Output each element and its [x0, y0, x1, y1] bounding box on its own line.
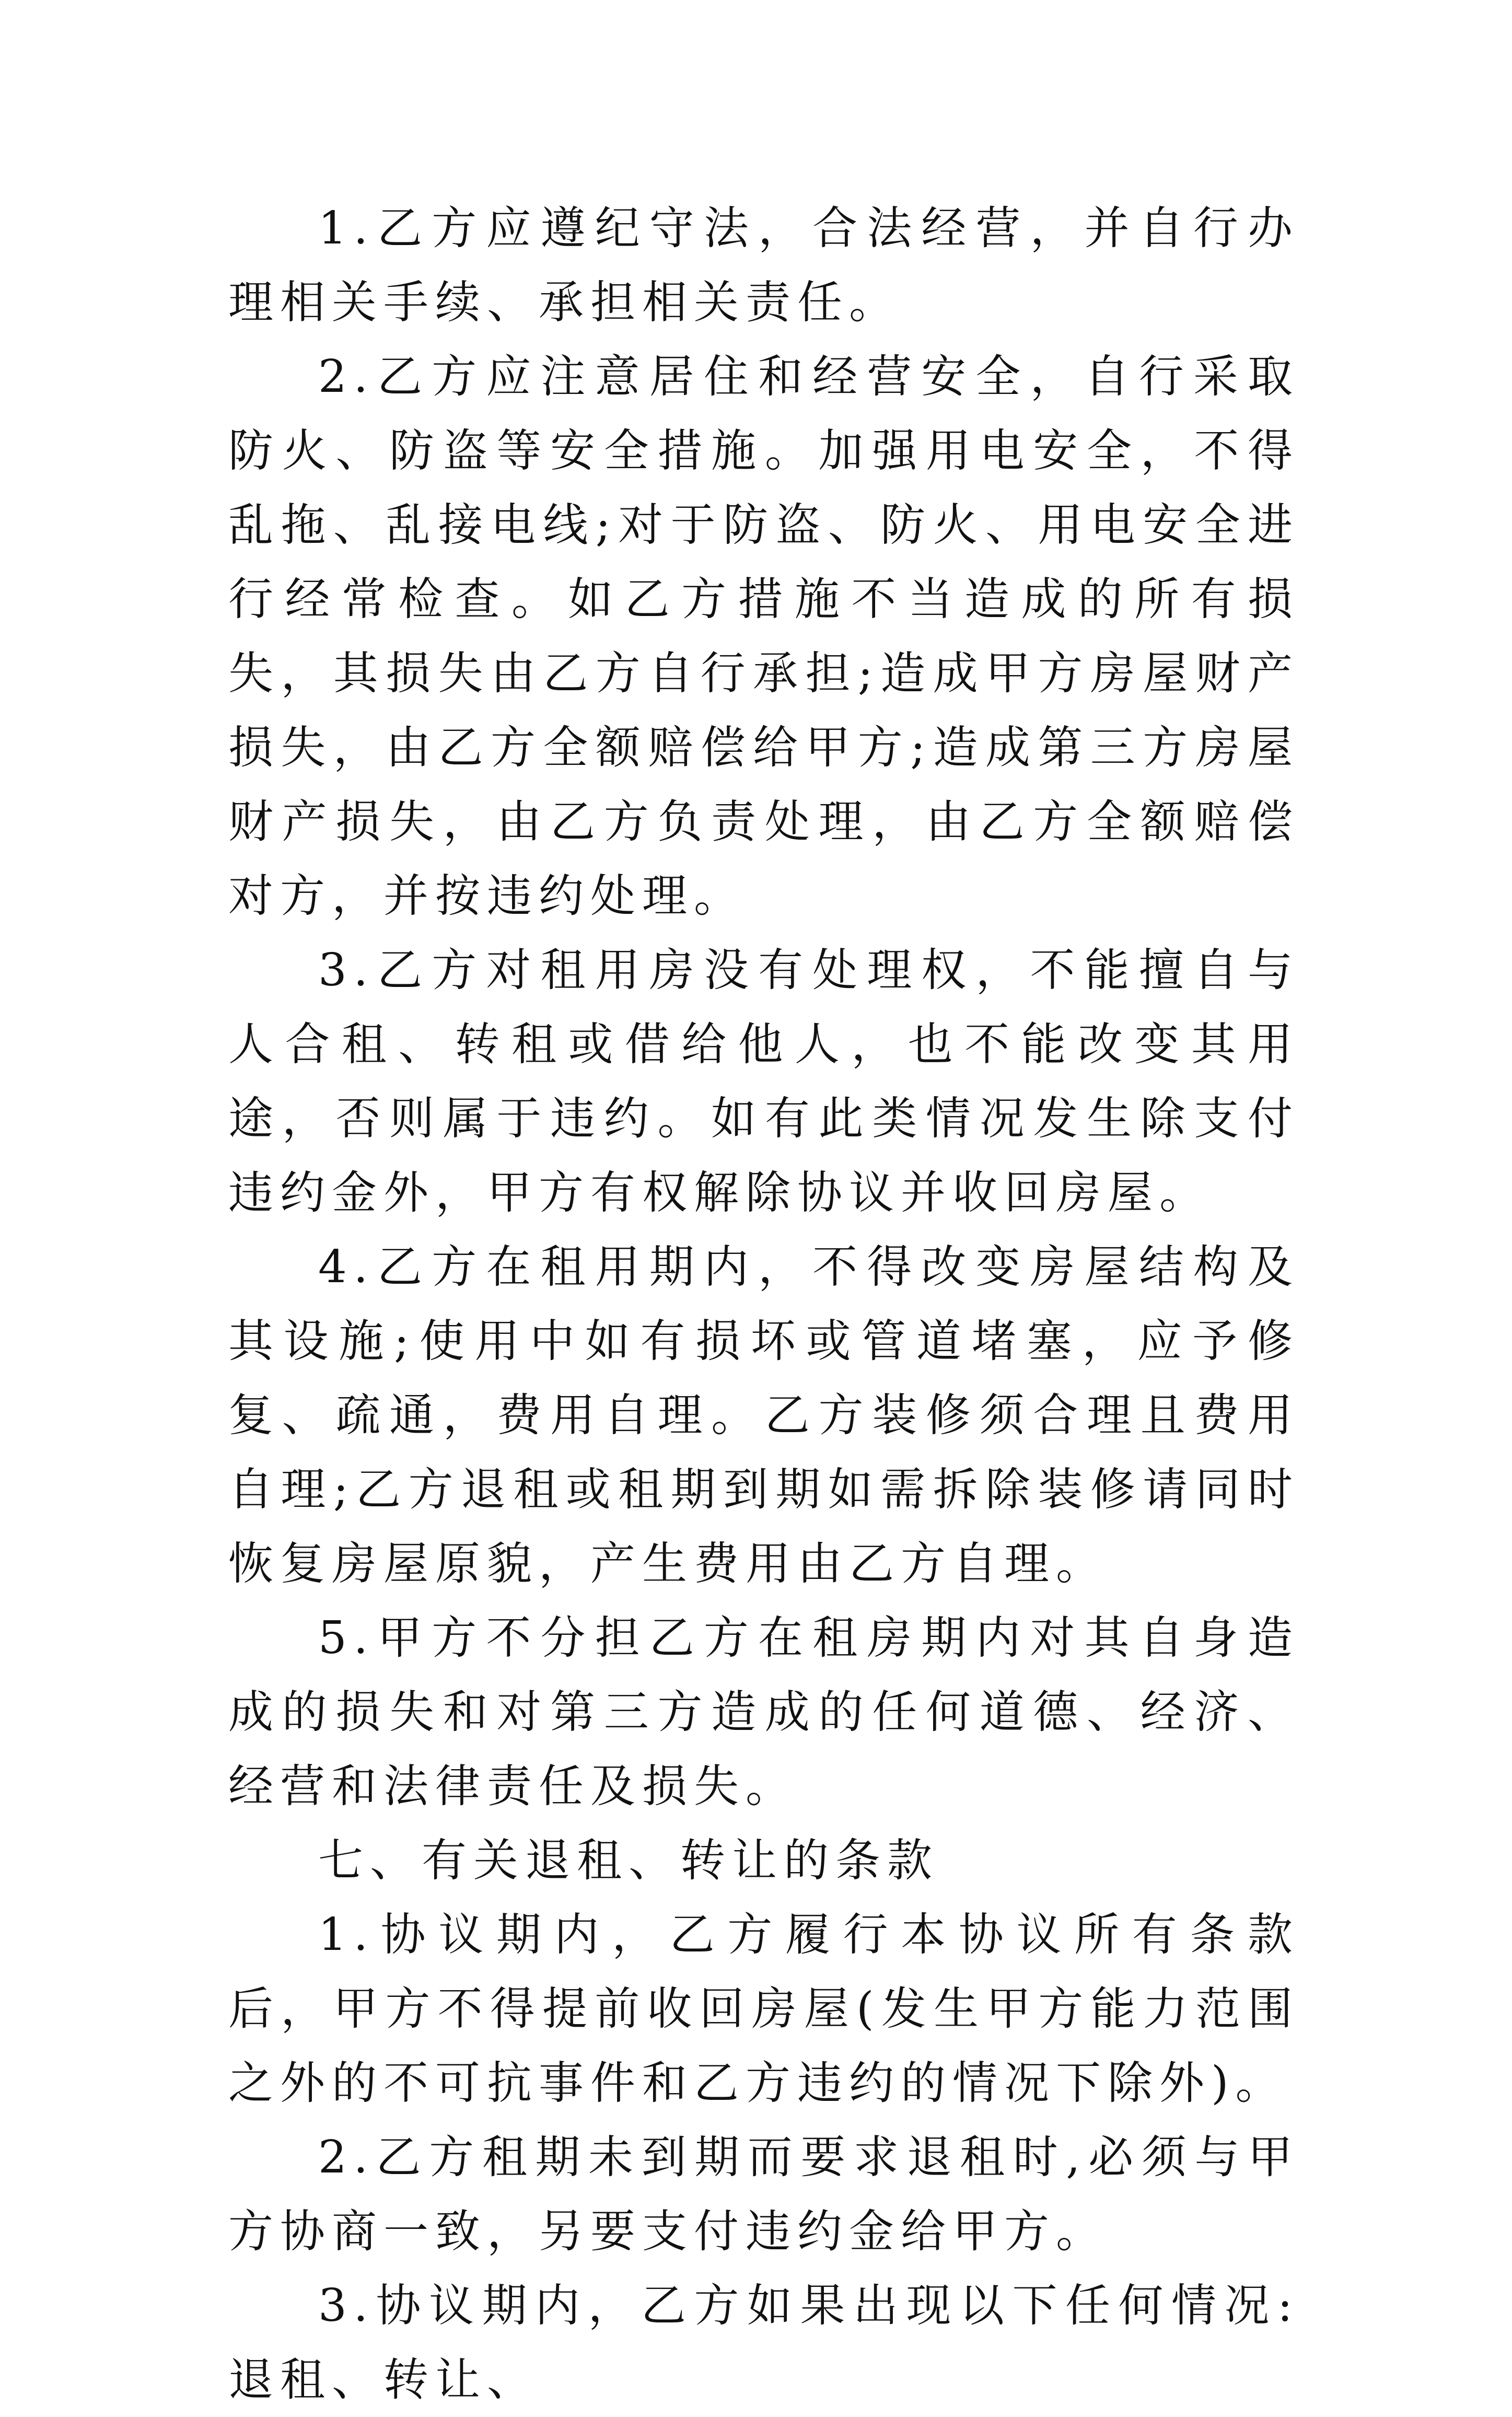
paragraph-5: 5.甲方不分担乙方在租房期内对其自身造成的损失和对第三方造成的任何道德、经济、经营和法律责任及损失。 — [228, 1612, 1299, 1812]
paragraph-1: 1.乙方应遵纪守法，合法经营，并自行办理相关手续、承担相关责任。 — [228, 202, 1299, 329]
paragraph-2: 2.乙方应注意居住和经营安全，自行采取防火、防盗等安全措施。加强用电安全，不得乱拖、乱接电线;对于防盗、防火、用电安全进行经常检查。如乙方措施不当造成的所有损失，其损失由乙方自行承担;造成甲方房屋财产损失，由乙方全额赔偿给甲方;造成第三方房屋财产损失，由乙方负责处理，由乙方全额赔偿对方，并按违约处理。 — [228, 351, 1299, 922]
paragraph-7-2: 2.乙方租期未到期而要求退租时,必须与甲方协商一致，另要支付违约金给甲方。 — [228, 2131, 1299, 2258]
paragraph-4: 4.乙方在租用期内，不得改变房屋结构及其设施;使用中如有损坏或管道堵塞，应予修复、疏通，费用自理。乙方装修须合理且费用自理;乙方退租或租期到期如需拆除装修请同时恢复房屋原貌，产生费用由乙方自理。 — [228, 1241, 1299, 1590]
document-body — [228, 191, 1299, 2417]
paragraph-7-3: 3.协议期内，乙方如果出现以下任何情况:退租、转让、 — [228, 2280, 1299, 2406]
section-heading-7: 七、有关退租、转让的条款 — [318, 1834, 939, 1887]
paragraph-3: 3.乙方对租用房没有处理权，不能擅自与人合租、转租或借给他人，也不能改变其用途，否则属于违约。如有此类情况发生除支付违约金外，甲方有权解除协议并收回房屋。 — [228, 944, 1299, 1219]
paragraph-7-1: 1.协议期内，乙方履行本协议所有条款后，甲方不得提前收回房屋(发生甲方能力范围之外的不可抗事件和乙方违约的情况下除外)。 — [228, 1909, 1299, 2109]
